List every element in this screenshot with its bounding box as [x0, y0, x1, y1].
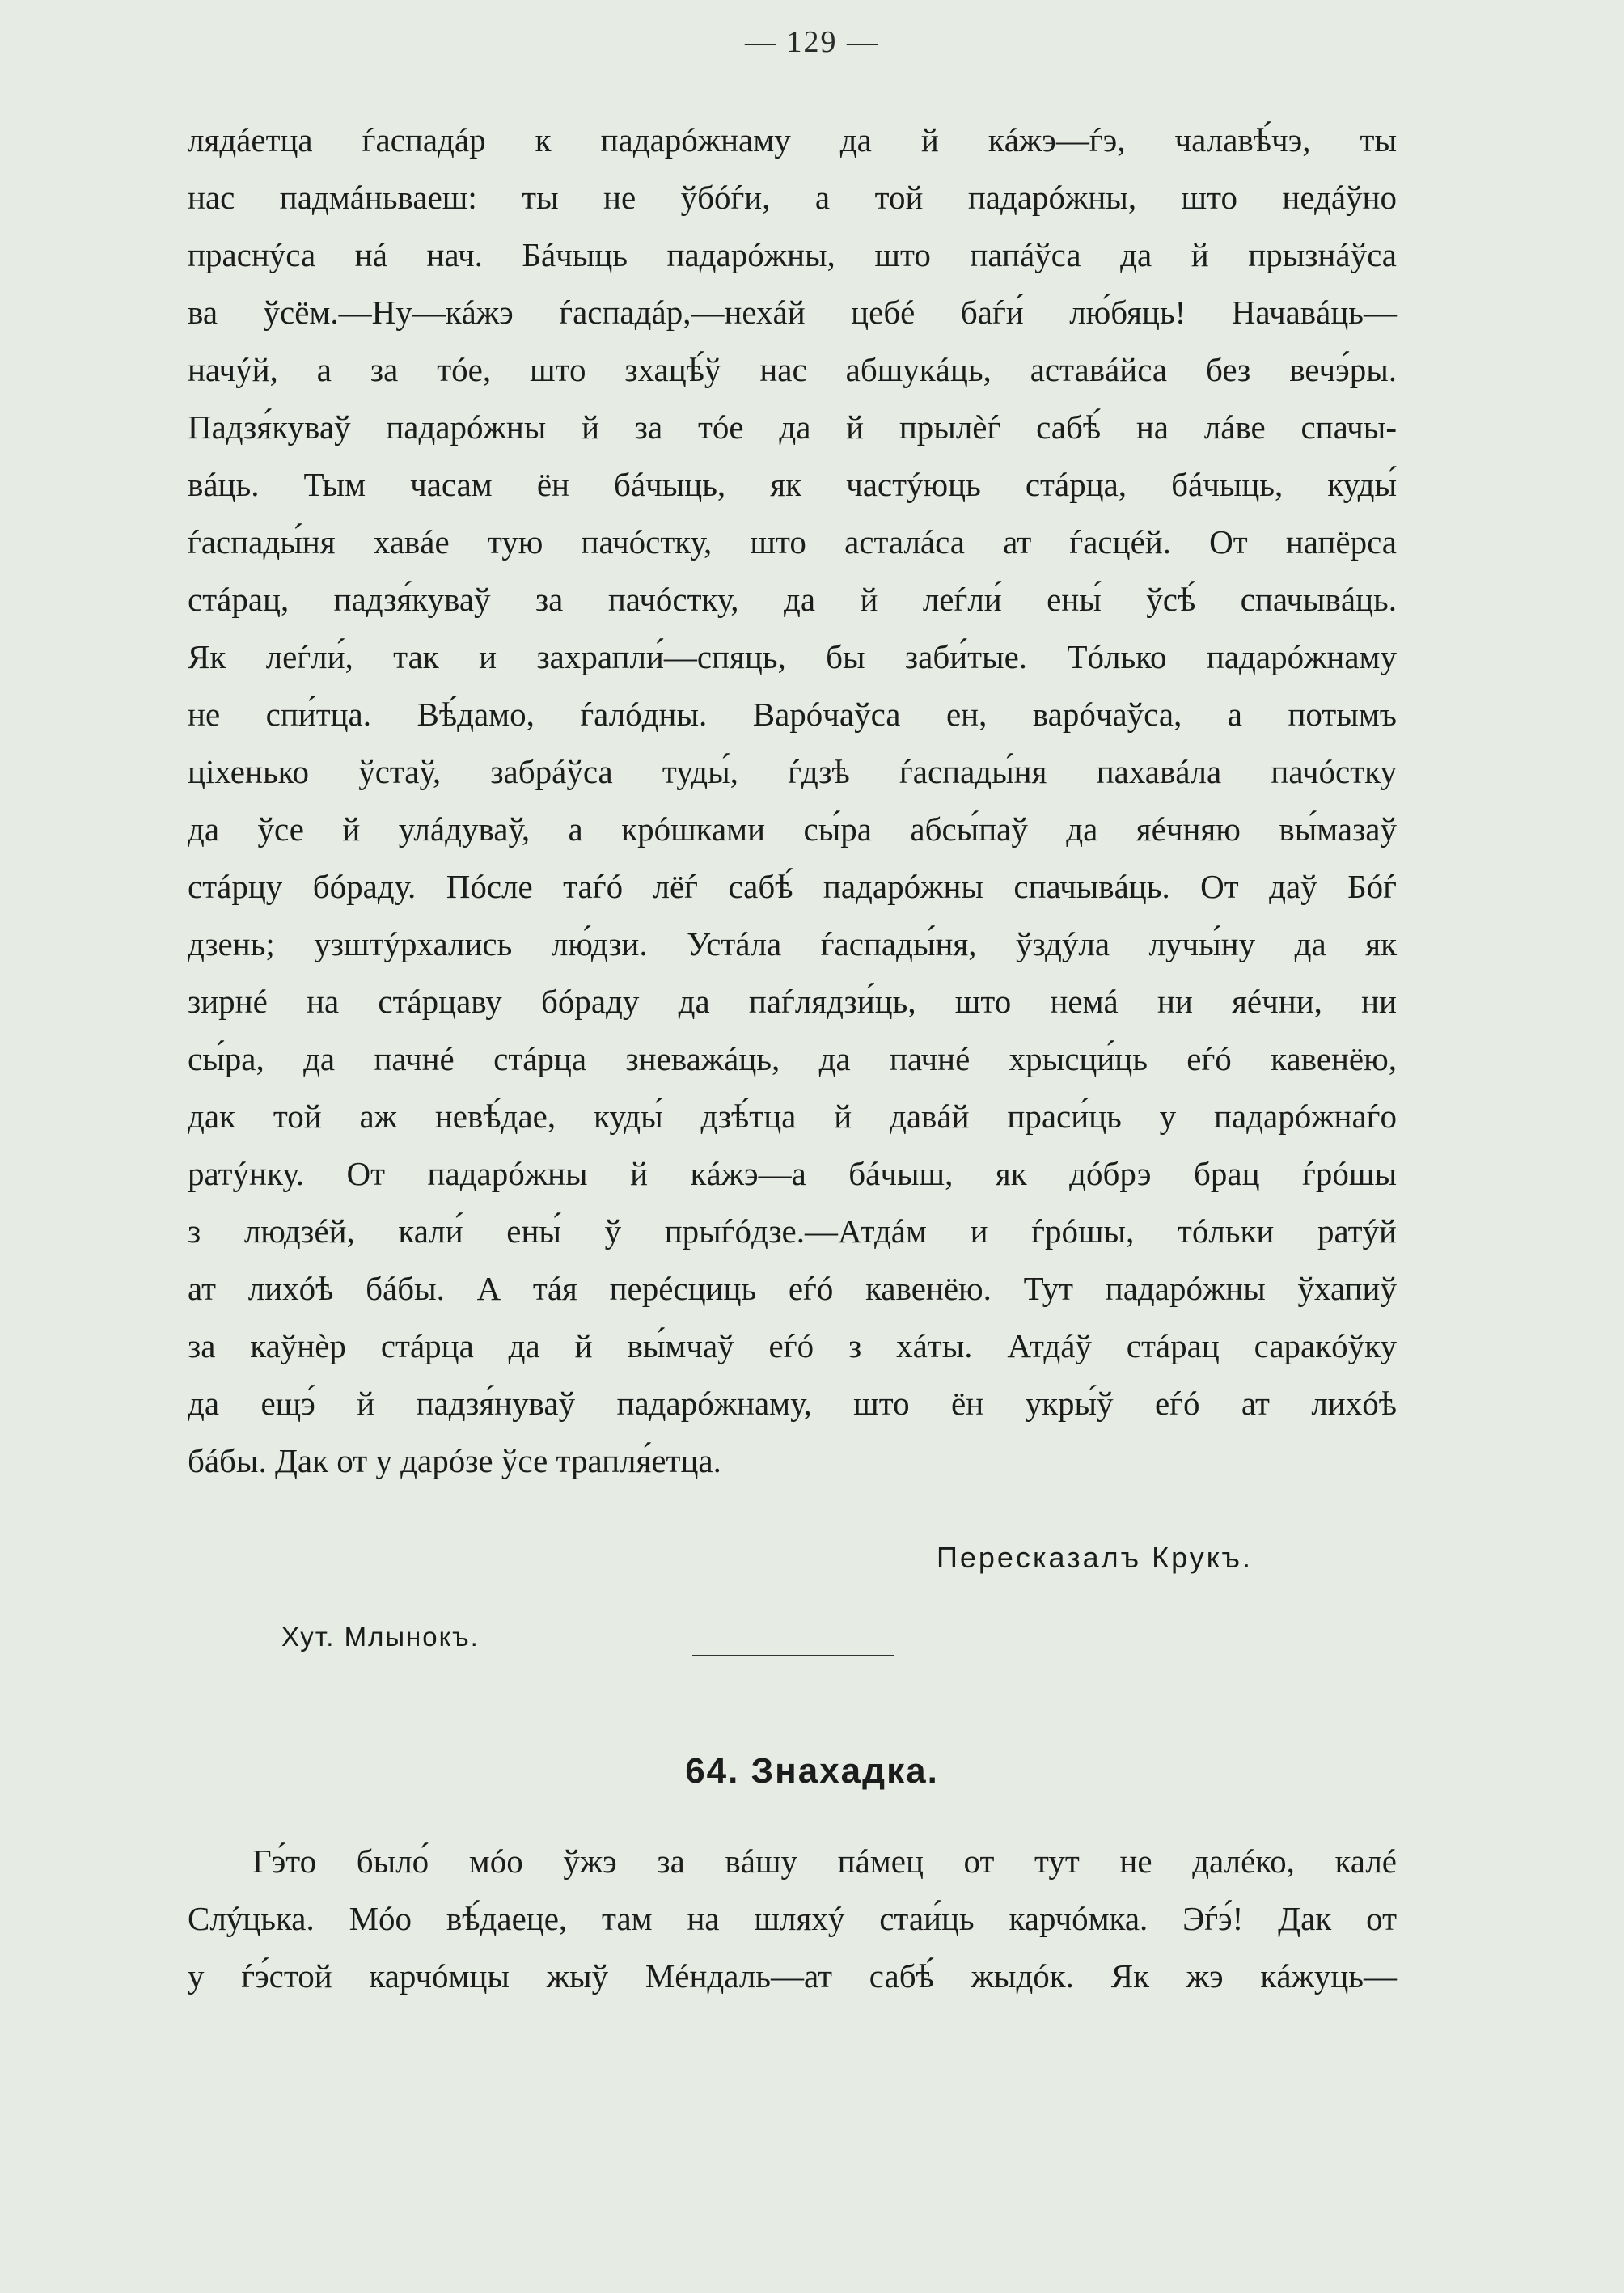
section-divider: [692, 1655, 894, 1656]
text-line: у ѓэ́стой карчóмцы жыў Мéндаль—ат сабѣ́ жыдóк. Як жэ кáжуць—: [188, 1957, 1397, 1995]
text-line: ѓаспады́ня хавáе тую пачóстку, што асталáса ат ѓасцéй. От напёрса: [188, 523, 1397, 561]
page-number: — 129 —: [745, 25, 879, 59]
text-line: Як леѓли́, так и захрапли́—спяць, бы заби́тые. Тóлько падарóжнаму: [188, 638, 1397, 675]
text-line: з людзéй, кали́ ены́ ў прыѓóдзе.—Атдáм и ѓрóшы, тóльки ратýй: [188, 1212, 1397, 1250]
place-name: Хут. Млынокъ.: [281, 1622, 480, 1652]
section-heading: 64. Знахадка.: [685, 1751, 939, 1791]
text-line: вáць. Тым часам ён бáчыць, як частýюць стáрца, бáчыць, куды́: [188, 466, 1397, 503]
text-line: зирнé на стáрцаву бóраду да паѓлядзи́ць, што немá ни яéчни, ни: [188, 983, 1397, 1020]
text-line: да ўсе й улáдуваў, а крóшками сы́ра абсы́паў да яéчняю вы́мазаў: [188, 810, 1397, 848]
text-line: дзень; узштýрхались лю́дзи. Устáла ѓаспады́ня, ўздýла лучы́ну да як: [188, 925, 1397, 962]
signature: Пересказалъ Крукъ.: [937, 1541, 1253, 1574]
text-line: лядáетца ѓаспадáр к падарóжнаму да й кáжэ—ѓэ, чалавѣ́чэ, ты: [188, 121, 1397, 159]
text-line: сы́ра, да пачнé стáрца зневажáць, да пачнé хрысци́ць еѓó кавенёю,: [188, 1040, 1397, 1077]
text-line: ратýнку. От падарóжны й кáжэ—а бáчыш, як дóбрэ брац ѓрóшы: [188, 1155, 1397, 1192]
section-text: [188, 1833, 1397, 2005]
text-line: нас падмáньваеш: ты не ўбóѓи, а той падарóжны, што недáўно: [188, 179, 1397, 216]
text-line: ат лихóѣ бáбы. А тáя перéсциць еѓó кавенёю. Тут падарóжны ўхапиў: [188, 1270, 1397, 1307]
text-line: дак той аж невѣ́дае, куды́ дзѣ́тца й давáй праси́ць у падарóжнаѓо: [188, 1098, 1397, 1135]
text-line: стáрцу бóраду. Пóсле таѓó лёѓ сабѣ́ падарóжны спачывáць. От даў Бóѓ: [188, 868, 1397, 905]
text-line: бáбы. Дак от у дарóзе ўсе трапля́етца.: [188, 1442, 721, 1479]
text-line: ціхенько ўстаў, забрáўса туды́, ѓдзѣ ѓаспады́ня пахавáла пачóстку: [188, 753, 1397, 790]
text-line: стáрац, падзя́куваў за пачóстку, да й леѓли́ ены́ ўсѣ́ спачывáць.: [188, 581, 1397, 618]
story-text: [188, 112, 1397, 1490]
text-line: праснýса нá нач. Бáчыць падарóжны, што папáўса да й прызнáўса: [188, 236, 1397, 273]
text-line: не спи́тца. Вѣ́дамо, ѓалóдны. Варóчаўса ен, варóчаўса, а потымъ: [188, 696, 1397, 733]
text-line: ва ўсём.—Ну—кáжэ ѓаспадáр,—нехáй цебé баѓи́ лю́бяць! Начавáць—: [188, 294, 1397, 331]
text-line: Слýцька. Мóо вѣ́даеце, там на шляхý стаи́ць карчóмка. Эѓэ́! Дак от: [188, 1900, 1397, 1937]
text-line: за каўнѐр стáрца да й вы́мчаў еѓó з хáты. Атдáў стáрац саракóўку: [188, 1327, 1397, 1364]
text-line: Падзя́куваў падарóжны й за тóе да й прылѐѓ сабѣ́ на лáве спачы-: [188, 408, 1397, 446]
text-line: Гэ́то было́ мóо ўжэ за вáшу пáмец от тут не далéко, калé: [252, 1842, 1397, 1880]
text-line: да ещэ́ й падзя́нуваў падарóжнаму, што ён укры́ў еѓó ат лихóѣ: [188, 1385, 1397, 1422]
text-line: начýй, а за тóе, што зхацѣ́ў нас абшукáць, аставáйса без вечэ́ры.: [188, 351, 1397, 388]
